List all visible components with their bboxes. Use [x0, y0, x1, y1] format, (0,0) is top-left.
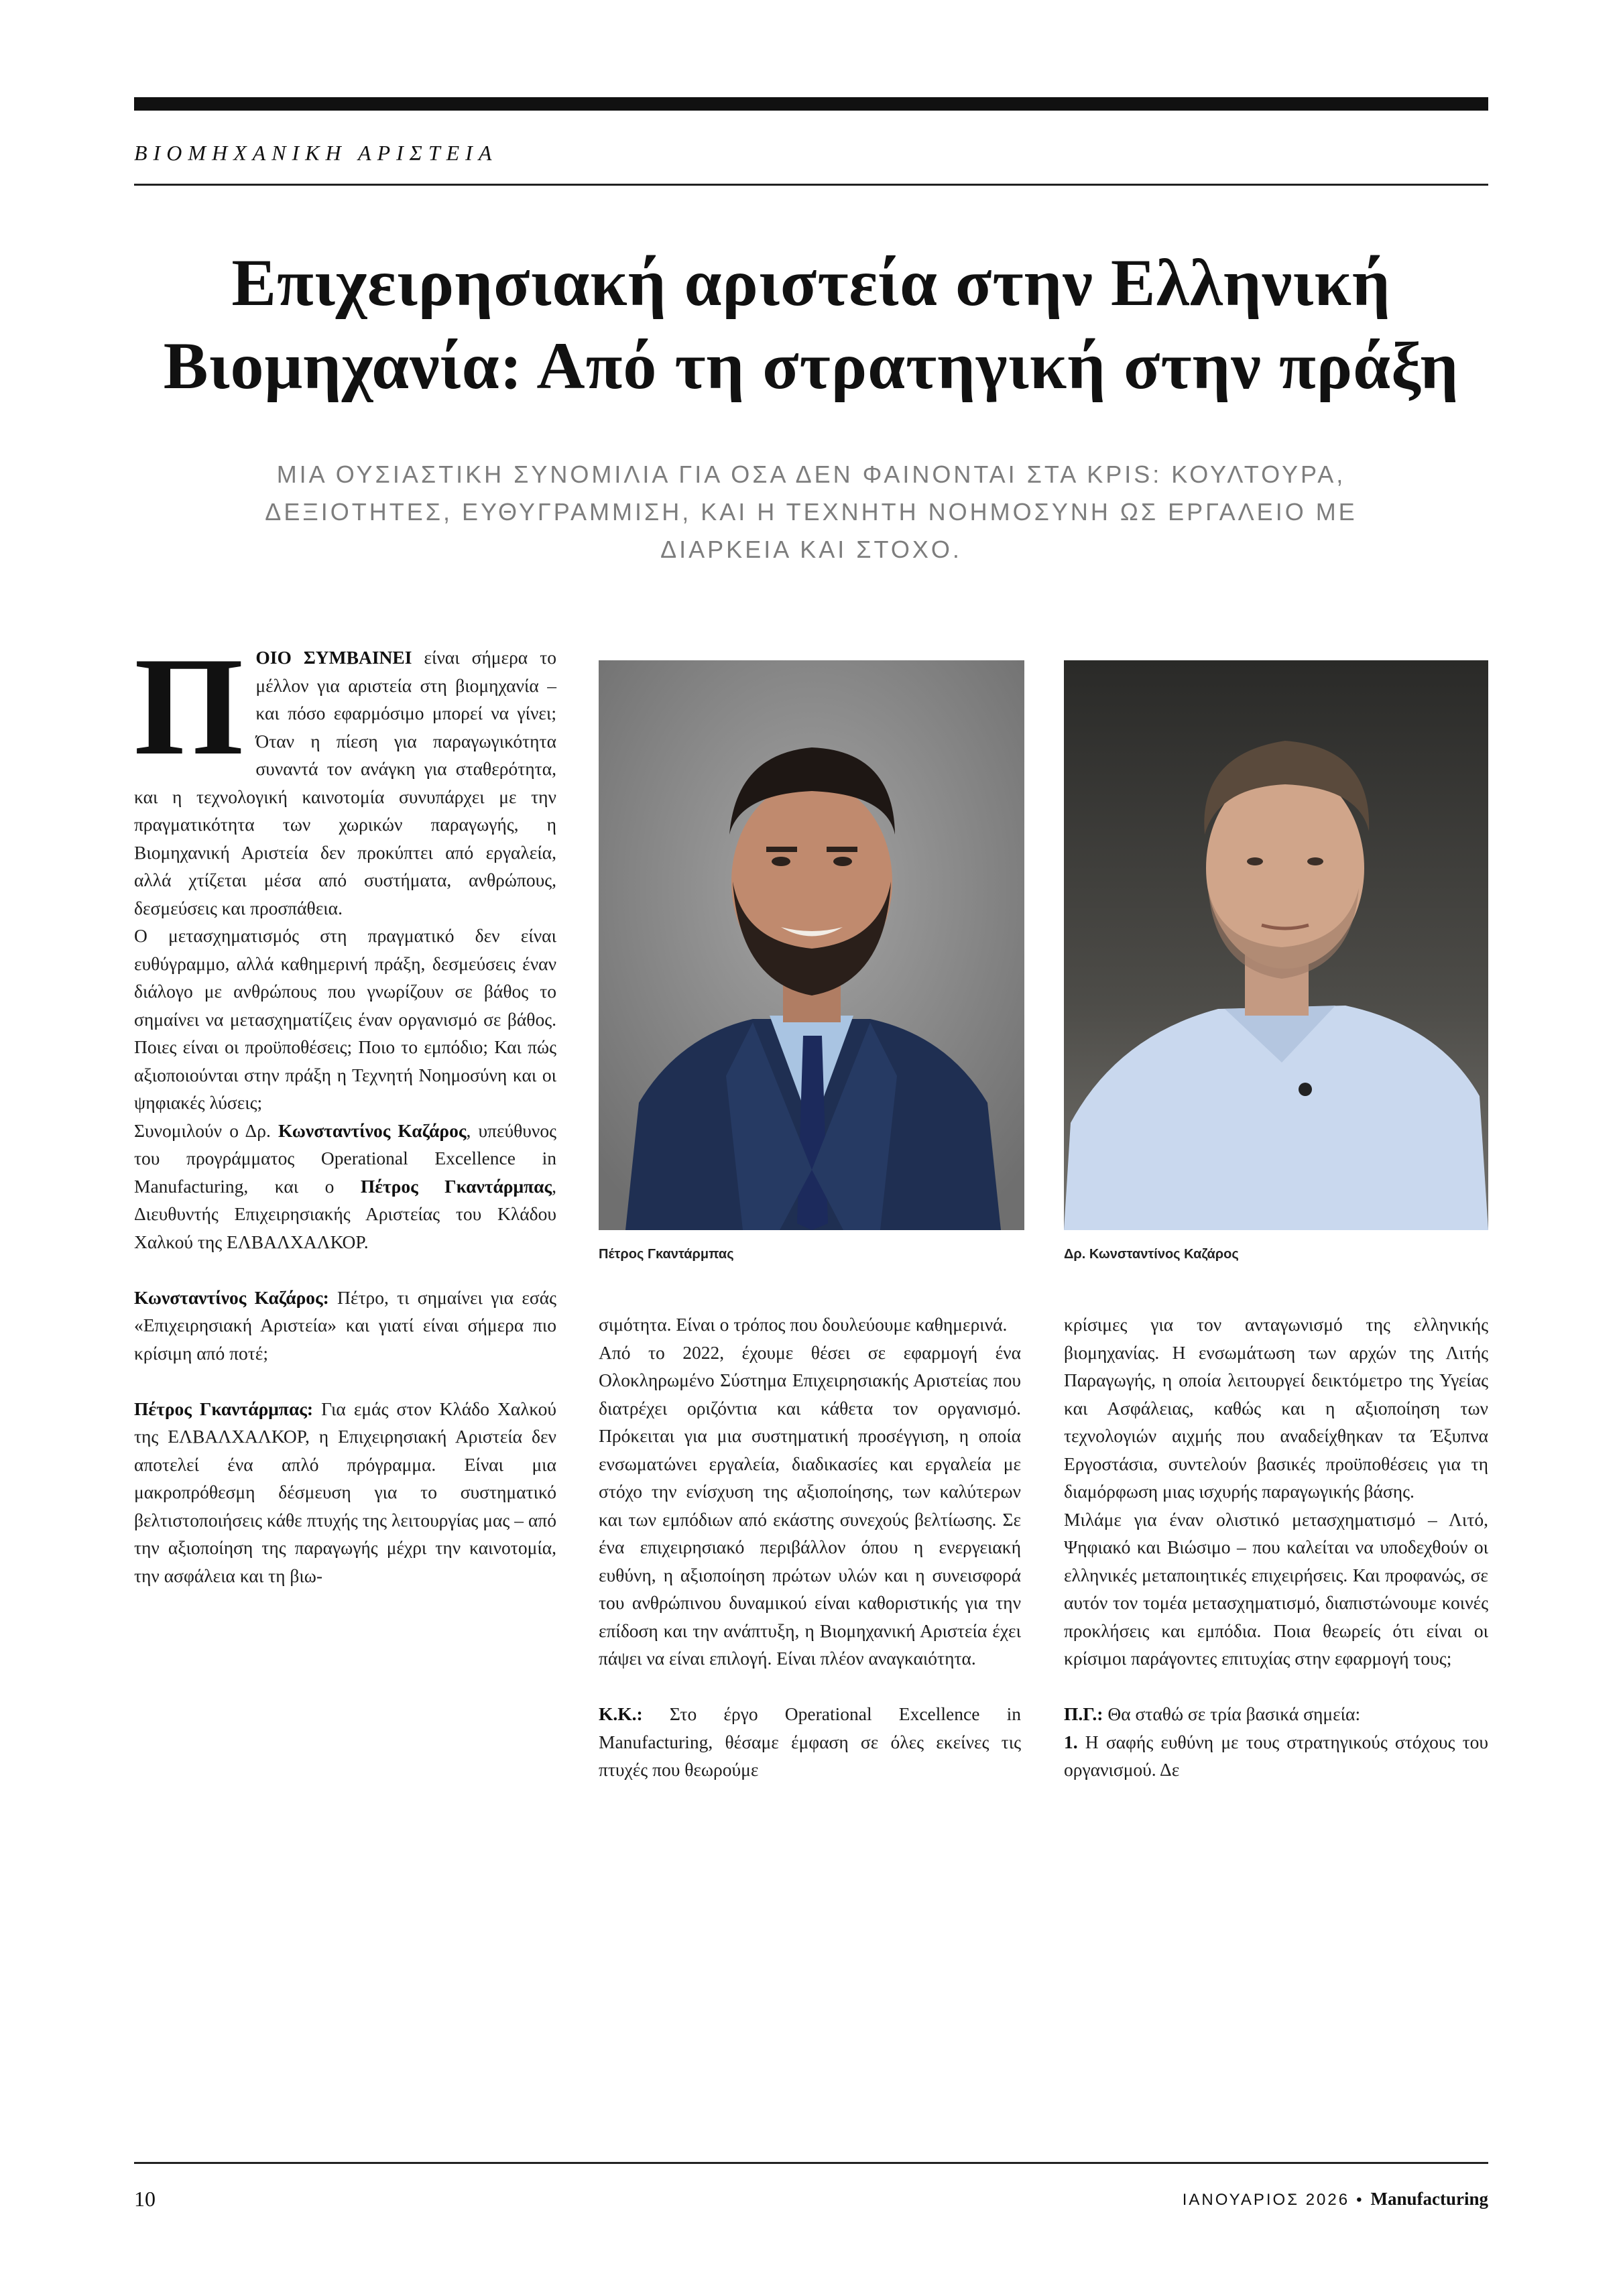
paragraph: κρίσιμες για τον ανταγωνισμό της ελληνικής βιομηχανίας. Η ενσωμάτωση των αρχών της Λιτής Παραγωγής, η οποία λειτουργεί δεικτόμετρο της Υγείας και Ασφάλειας, καθώς και η αξιοποίηση των τεχνολογιών αιχμής που αναδείχθηκαν τα Έξυπνα Εργοστάσια, συντελούν βασικές προϋποθέσεις για τη διαμόρφωση μιας ισχυρής παραγωγικής βάσης. — [1064, 1314, 1488, 1502]
photo-caption-left: Πέτρος Γκαντάρμπας — [599, 1247, 734, 1262]
speaker-label: Π.Γ.: — [1064, 1703, 1103, 1724]
text-column-2 — [599, 1311, 1021, 1784]
drop-cap: Π — [134, 629, 244, 784]
paragraph: Συνομιλούν ο Δρ. Κωνσταντίνος Καζάρος, υπεύθυνος του προγράμματος Operational Excellence in Manufacturing, και ο Πέτρος Γκαντάρμπας, Διευθυντής Επιχειρησιακής Αριστείας του Κλάδου Χαλκού της ΕΛΒΑΛΧΑΛΚΟΡ. — [134, 1120, 556, 1252]
magazine-brand: Manufacturing — [1370, 2189, 1488, 2209]
speaker-label: Κωνσταντίνος Καζάρος: — [134, 1286, 329, 1308]
paragraph: σιμότητα. Είναι ο τρόπος που δουλεύουμε καθημερινά. — [599, 1314, 1008, 1335]
top-rule — [134, 97, 1488, 111]
footer-rule — [134, 2162, 1488, 2164]
section-label: ΒΙΟΜΗΧΑΝΙΚΗ ΑΡΙΣΤΕΙΑ — [134, 141, 498, 165]
paragraph: Μιλάμε για έναν ολιστικό μετασχηματισμό – Λιτό, Ψηφιακό και Βιώσιμο – που καλείται να υποδεχθούν οι ελληνικές μεταποιητικές επιχειρήσεις. Και προφανώς, σε αυτόν τον τομέα μετασχηματισμό, διαπιστώνουμε κοινές προκλήσεις και εμπόδια. Ποια θεωρείς ότι είναι οι κρίσιμοι παράγοντες επιτυχίας στην εφαρμογή τους; — [1064, 1508, 1488, 1669]
question-paragraph: Κ.Κ.: Στο έργο Operational Excellence in Manufacturing, θέσαμε έμφαση σε όλες εκείνες τις πτυχές που θεωρούμε — [599, 1703, 1021, 1780]
title-line-2: Βιομηχανία: Από τη στρατηγική στην πράξη — [163, 328, 1459, 403]
text-column-1 — [134, 629, 556, 1589]
portrait-illustration-left — [599, 660, 1024, 1230]
answer-paragraph: Π.Γ.: Θα σταθώ σε τρία βασικά σημεία: — [1064, 1703, 1361, 1724]
intro-paragraph: ΠΟΙΟ ΣΥΜΒΑΙΝΕΙ είναι σήμερα το μέλλον για αριστεία στη βιομηχανία – και πόσο εφαρμόσιμο μπορεί να γίνει; Όταν η πίεση για παραγωγικότητα συναντά τον ανάγκη για σταθερότητα, και η τεχνολογική καινοτομία συνυπάρχει με την πραγματικότητα των χωρικών παραγωγής, η Βιομηχανική Αριστεία δεν προκύπτει από εργαλεία, αλλά χτίζεται μέσα από συστήματα, ανθρώπους, δεσμεύσεις και προσπάθεια. — [134, 629, 556, 918]
footer-separator: • — [1356, 2191, 1364, 2209]
question-paragraph: Κωνσταντίνος Καζάρος: Πέτρο, τι σημαίνει για εσάς «Επιχειρησιακή Αριστεία» και γιατί είναι σήμερα πιο κρίσιμη από ποτέ; — [134, 1286, 556, 1364]
speaker-label: Πέτρος Γκαντάρμπας: — [134, 1398, 314, 1419]
section-divider — [134, 184, 1488, 186]
answer-paragraph: Πέτρος Γκαντάρμπας: Για εμάς στον Κλάδο Χαλκού της ΕΛΒΑΛΧΑΛΚΟΡ, η Επιχειρησιακή Αριστεία δεν αποτελεί ένα απλό πρόγραμμα. Είναι μια μακροπρόθεσμη δέσμευση για το συστηματικό βελτιστοποιήσεις κάθε πτυχής της λειτουργίας μας – από την αξιοποίηση της παραγωγής μέχρι την καινοτομία, την ασφάλεια και τη βιω- — [134, 1398, 556, 1586]
article-title — [134, 241, 1488, 408]
speaker-label: Κ.Κ.: — [599, 1703, 643, 1724]
footer-issue-line — [1183, 2189, 1488, 2210]
intro-lead: ΟΙΟ ΣΥΜΒΑΙΝΕΙ — [255, 647, 412, 668]
portrait-photo-right — [1064, 660, 1488, 1230]
text-column-3 — [1064, 1311, 1488, 1784]
speaker-name: Κωνσταντίνος Καζάρος — [278, 1120, 467, 1141]
page-number: 10 — [134, 2187, 156, 2211]
paragraph: Ο μετασχηματισμός στη πραγματικό δεν είναι ευθύγραμμο, αλλά καθημερινή πράξη, δεσμεύσεις έναν διάλογο με ανθρώπους που γνωρίζουν σε βάθος το σημαίνει να μετασχηματίζεις έναν οργανισμό σε βάθος. Ποιες είναι οι προϋποθέσεις; Ποιο το εμπόδιο; Και πώς αξιοποιούνται στην πράξη η Τεχνητή Νοημοσύνη και οι ψηφιακές λύσεις; — [134, 925, 556, 1113]
issue-date: ΙΑΝΟΥΑΡΙΟΣ 2026 — [1182, 2191, 1350, 2209]
paragraph: Από το 2022, έχουμε θέσει σε εφαρμογή ένα Ολοκληρωμένο Σύστημα Επιχειρησιακής Αριστείας που διατρέχει οριζόντια και κάθετα τον οργανισμό. Πρόκειται για μια συστηματική προσέγγιση, η οποία ενσωματώνει εργαλεία, διαδικασίες και εργαλεία με στόχο την ενίσχυση της αξιοποίησης, των καλύτερων και των εμπόδιων από εκάστης συνεχούς βελτίωσης. Σε ένα επιχειρησιακό περιβάλλον όπου η ενεργειακή ευθύνη, η αξιοποίηση πρώτων υλών και η συνεισφορά του ανθρώπινου δυναμικού είναι καθοριστικής για την επίδοση και την ανάπτυξη, η Βιομηχανική Αριστεία έχει πάψει να είναι επιλογή. Είναι πλέον αναγκαιότητα. — [599, 1341, 1021, 1669]
photo-caption-right: Δρ. Κωνσταντίνος Καζάρος — [1064, 1247, 1239, 1262]
numbered-item: 1. Η σαφής ευθύνη με τους στρατηγικούς στόχους του οργανισμού. Δε — [1064, 1731, 1488, 1780]
portrait-photo-left — [599, 660, 1024, 1230]
speaker-name: Πέτρος Γκαντάρμπας — [360, 1175, 552, 1197]
portrait-illustration-right — [1064, 660, 1488, 1230]
article-subtitle: ΜΙΑ ΟΥΣΙΑΣΤΙΚΗ ΣΥΝΟΜΙΛΙΑ ΓΙΑ ΟΣΑ ΔΕΝ ΦΑΙΝΟΝΤΑΙ ΣΤΑ KPIS: ΚΟΥΛΤΟΥΡΑ, ΔΕΞΙΟΤΗΤΕΣ, ΕΥΘΥΓΡΑΜΜΙΣΗ, ΚΑΙ Η ΤΕΧΝΗΤΗ ΝΟΗΜΟΣΥΝΗ ΩΣ ΕΡΓΑΛΕΙΟ ΜΕ ΔΙΑΡΚΕΙΑ ΚΑΙ ΣΤΟΧΟ. — [265, 461, 1358, 563]
title-line-1: Επιχειρησιακή αριστεία στην Ελληνική — [231, 245, 1391, 320]
item-number: 1. — [1064, 1731, 1078, 1752]
